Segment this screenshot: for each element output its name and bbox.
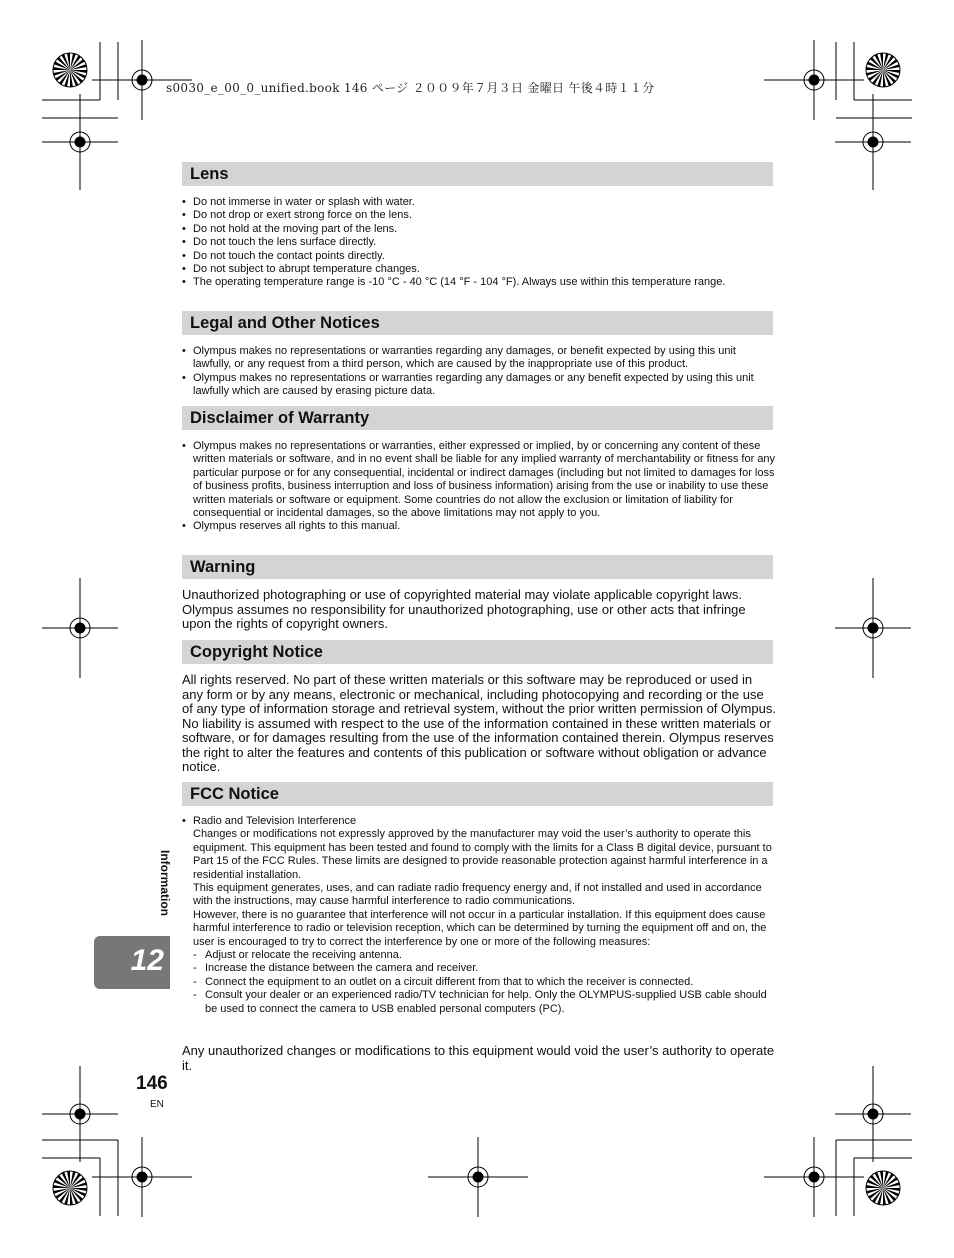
fcc-closing: Any unauthorized changes or modifications to this equipment would void the user’s authority to operate it. (182, 1043, 775, 1073)
list-item: • Do not touch the contact points directly. (182, 250, 776, 263)
section-heading-disclaimer (182, 406, 773, 430)
section-heading-lens (182, 162, 773, 186)
list-item: • Do not touch the lens surface directly. (182, 236, 776, 249)
section-heading-copyright (182, 640, 773, 664)
disclaimer-list (182, 440, 776, 534)
fcc-bullet: • Radio and Television Interference (182, 815, 776, 828)
list-item: • Olympus reserves all rights to this manual. (182, 520, 776, 533)
measure-item: - Adjust or relocate the receiving antenna. (182, 949, 776, 962)
section-title: Copyright Notice (190, 643, 323, 661)
page-number: 146 (136, 1073, 168, 1094)
section-title: Legal and Other Notices (190, 314, 380, 332)
section-heading-legal (182, 311, 773, 335)
chapter-number: 12 (130, 944, 164, 977)
side-section-label (154, 850, 174, 932)
section-title: FCC Notice (190, 785, 279, 803)
warning-text: Unauthorized photographing or use of copyrighted material may violate applicable copyright laws. Olympus assumes no responsibility for unauthorized photographing, use or other acts that infringe upon the rights of copyright owners. (182, 587, 746, 631)
section-title: Lens (190, 165, 229, 183)
fcc-paragraph-2: This equipment generates, uses, and can radiate radio frequency energy and, if not installed and used in accordance with the instructions, may cause harmful interference to radio communications. (193, 882, 762, 908)
list-item: • Do not immerse in water or splash with water. (182, 196, 776, 209)
fcc-paragraph-1: Changes or modifications not expressly approved by the manufacturer may void the user’s authority to operate this equipment. This equipment has been tested and found to comply with the limits for a Class B digital device, pursuant to Part 15 of the FCC Rules. These limits are designed to provide reasonable protection against harmful interference in a residential installation. (193, 828, 772, 881)
section-title: Warning (190, 558, 256, 576)
list-item: • Do not drop or exert strong force on the lens. (182, 209, 776, 222)
legal-list (182, 345, 776, 399)
measure-item: - Connect the equipment to an outlet on a circuit different from that to which the receiver is connected. (182, 976, 776, 989)
list-item: • Olympus makes no representations or warranties regarding any damages, or benefit expected by using this unit lawfully, or any request from a third person, which are caused by the inappropriate use of this product. (182, 345, 776, 372)
copyright-text: All rights reserved. No part of these written materials or this software may be reproduced or used in any form or by any means, electronic or mechanical, including photocopying and recording or the use of any type of information storage and retrieval system, without the prior written permission of Olympus. No liability is assumed with respect to the use of the information contained in these written materials or software, or for damages resulting from the use of the information contained therein. Olympus reserves the right to alter the features and contents of this publication or software without obligation or advance notice. (182, 672, 776, 774)
side-label-text: Information (158, 850, 172, 916)
lens-list (182, 196, 776, 290)
list-item: • Olympus makes no representations or warranties regarding any damages or any benefit expected by using this unit lawfully which are caused by erasing picture data. (182, 372, 776, 399)
section-heading-warning (182, 555, 773, 579)
list-item: • Olympus makes no representations or warranties, either expressed or implied, by or concerning any content of these written materials or software, and in no event shall be liable for any implied warranty of merchantability or fitness for any particular purpose or for any consequential, incidental or indirect damages (including but not limited to damages for loss of business profits, business interruption and loss of business information) arising from the use or inability to use these written materials or software or equipment. Some countries do not allow the exclusion or limitation of liability for consequential or incidental damages, so the above limitations may not apply to you. (182, 440, 776, 520)
section-heading-fcc (182, 782, 773, 806)
fcc-paragraph-3: However, there is no guarantee that interference will not occur in a particular installation. If this equipment does cause harmful interference to radio or television reception, which can be determined by turning the equipment off and on, the user is encouraged to try to correct the interference by one or more of the following measures: (193, 908, 767, 948)
section-title: Disclaimer of Warranty (190, 409, 370, 427)
list-item: • Do not subject to abrupt temperature changes. (182, 263, 776, 276)
page-language: EN (150, 1099, 164, 1110)
list-item: • Do not hold at the moving part of the lens. (182, 223, 776, 236)
chapter-tab (94, 936, 170, 989)
print-header: s0030_e_00_0_unified.book 146 ページ ２００９年７月３日 金曜日 午後４時１１分 (166, 81, 655, 95)
fcc-body (182, 815, 776, 1016)
measure-item: - Increase the distance between the camera and receiver. (182, 962, 776, 975)
measure-item: - Consult your dealer or an experienced radio/TV technician for help. Only the OLYMPUS-supplied USB cable should be used to connect the camera to USB enabled personal computers (PC). (182, 989, 776, 1016)
list-item: • The operating temperature range is -10 °C - 40 °C (14 °F - 104 °F). Always use within this temperature range. (182, 276, 776, 289)
